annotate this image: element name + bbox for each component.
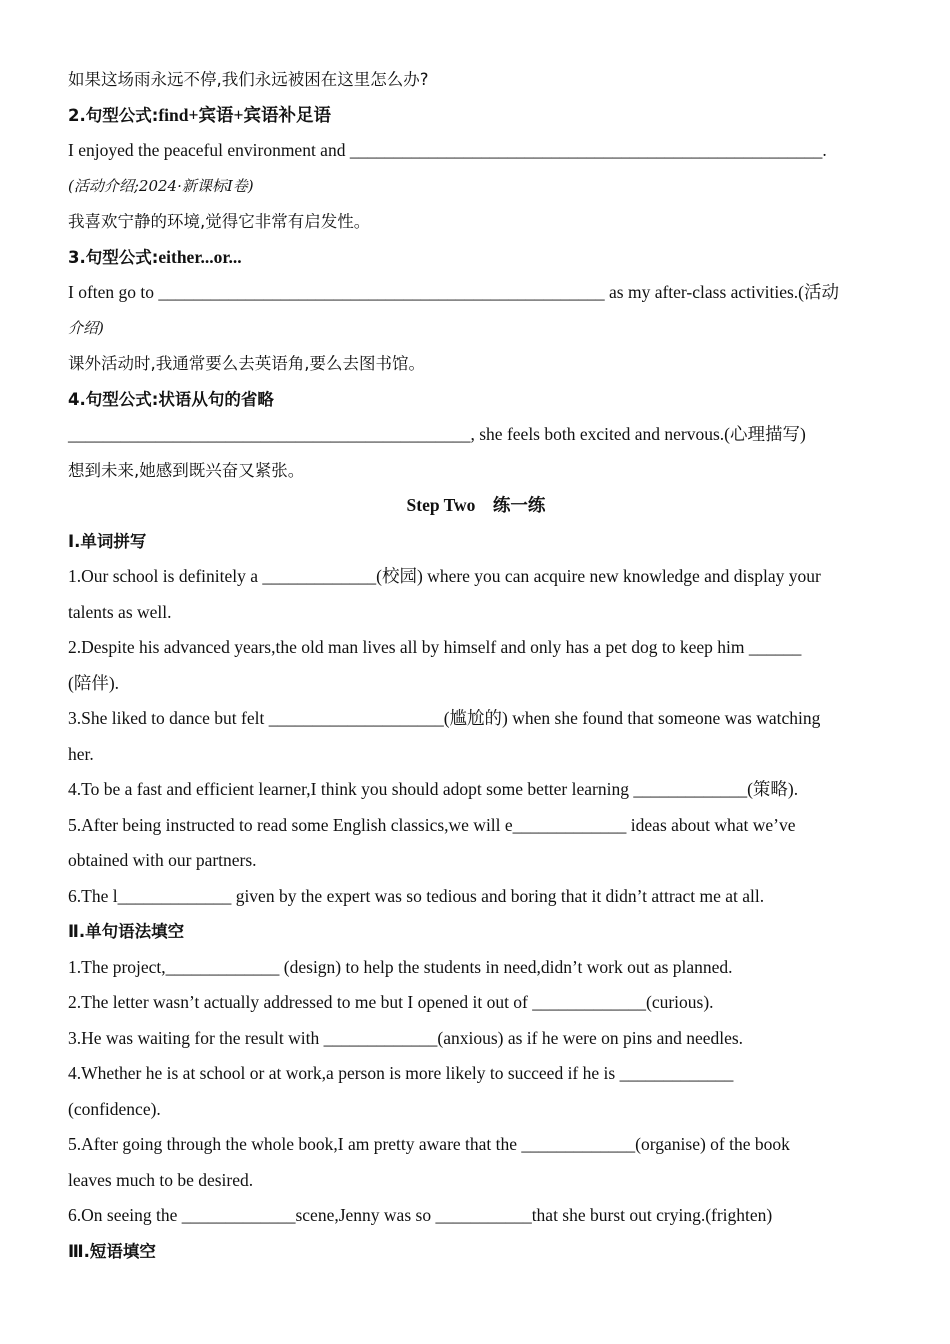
pattern3-sentence-cont: 介绍) <box>68 318 104 337</box>
exercise-line: 2.Despite his advanced years,the old man lives all by himself and only has a pet dog to keep him ______ <box>68 637 802 657</box>
exercise-line: 3.He was waiting for the result with _____________(anxious) as if he were on pins and needles. <box>68 1027 744 1048</box>
exercise-line: obtained with our partners. <box>68 850 257 870</box>
pattern3-cn: 课外活动时,我通常要么去英语角,要么去图书馆。 <box>68 354 425 373</box>
exercise-line: 5.After going through the whole book,I am pretty aware that the _____________(organise) of the book <box>68 1134 790 1154</box>
pattern2-title-prefix: 2.句型公式: <box>68 105 159 125</box>
exercise-line: 1.Our school is definitely a _____________(校园) where you can acquire new knowledge and display your <box>68 566 821 586</box>
section1-title: Ⅰ.单词拼写 <box>68 531 147 551</box>
exercise-line: 4.To be a fast and efficient learner,I think you should adopt some better learning _____________(策略). <box>68 779 799 799</box>
pattern2-cn: 我喜欢宁静的环境,觉得它非常有启发性。 <box>68 212 371 231</box>
pattern2-title-formula: find+宾语+宾语补足语 <box>158 104 331 125</box>
exercise-line: 1.The project,_____________ (design) to help the students in need,didn’t work out as planned. <box>68 956 733 977</box>
section1-list <box>68 559 884 914</box>
pattern4-sentence: ______________________________________________, she feels both excited and nervous.(心理描写) <box>68 424 806 444</box>
pattern4-title: 4.句型公式:状语从句的省略 <box>68 389 274 409</box>
pattern2-source: (活动介绍;2024·新课标Ⅰ卷) <box>68 176 254 195</box>
step-two-heading: Step Two 练一练 <box>406 495 546 515</box>
section2-title: Ⅱ.单句语法填空 <box>68 922 185 941</box>
exercise-line: (confidence). <box>68 1098 161 1119</box>
exercise-line: 4.Whether he is at school or at work,a person is more likely to succeed if he is _____________ <box>68 1063 734 1083</box>
exercise-line: 3.She liked to dance but felt ____________________(尴尬的) when she found that someone was watching <box>68 708 821 728</box>
exercise-line: talents as well. <box>68 601 172 622</box>
exercise-line: 6.The l_____________ given by the expert was so tedious and boring that it didn’t attract me at all. <box>68 885 765 906</box>
cn-translation-rain: 如果这场雨永远不停,我们永远被困在这里怎么办? <box>68 70 429 89</box>
exercise-line: 2.The letter wasn’t actually addressed to me but I opened it out of _____________(curious). <box>68 992 714 1012</box>
exercise-line: 5.After being instructed to read some English classics,we will e_____________ ideas about what we’ve <box>68 814 796 835</box>
worksheet-page <box>68 62 884 1269</box>
exercise-line: (陪伴). <box>68 672 120 693</box>
pattern2-sentence: I enjoyed the peaceful environment and ______________________________________________________. <box>68 140 827 160</box>
exercise-line: 6.On seeing the _____________scene,Jenny was so ___________that she burst out crying.(frighten) <box>68 1205 773 1225</box>
pattern3-sentence: I often go to ___________________________________________________ as my after-class activities.(活动 <box>68 282 840 302</box>
section2-list <box>68 950 884 1234</box>
pattern4-cn: 想到未来,她感到既兴奋又紧张。 <box>68 460 305 480</box>
pattern2-title <box>68 98 884 134</box>
pattern3-title-prefix: 3.句型公式: <box>68 247 159 267</box>
exercise-line: her. <box>68 743 94 764</box>
pattern3-title <box>68 240 884 276</box>
pattern3-title-formula: either...or... <box>158 246 242 267</box>
section3-title: Ⅲ.短语填空 <box>68 1241 156 1261</box>
exercise-line: leaves much to be desired. <box>68 1169 254 1190</box>
